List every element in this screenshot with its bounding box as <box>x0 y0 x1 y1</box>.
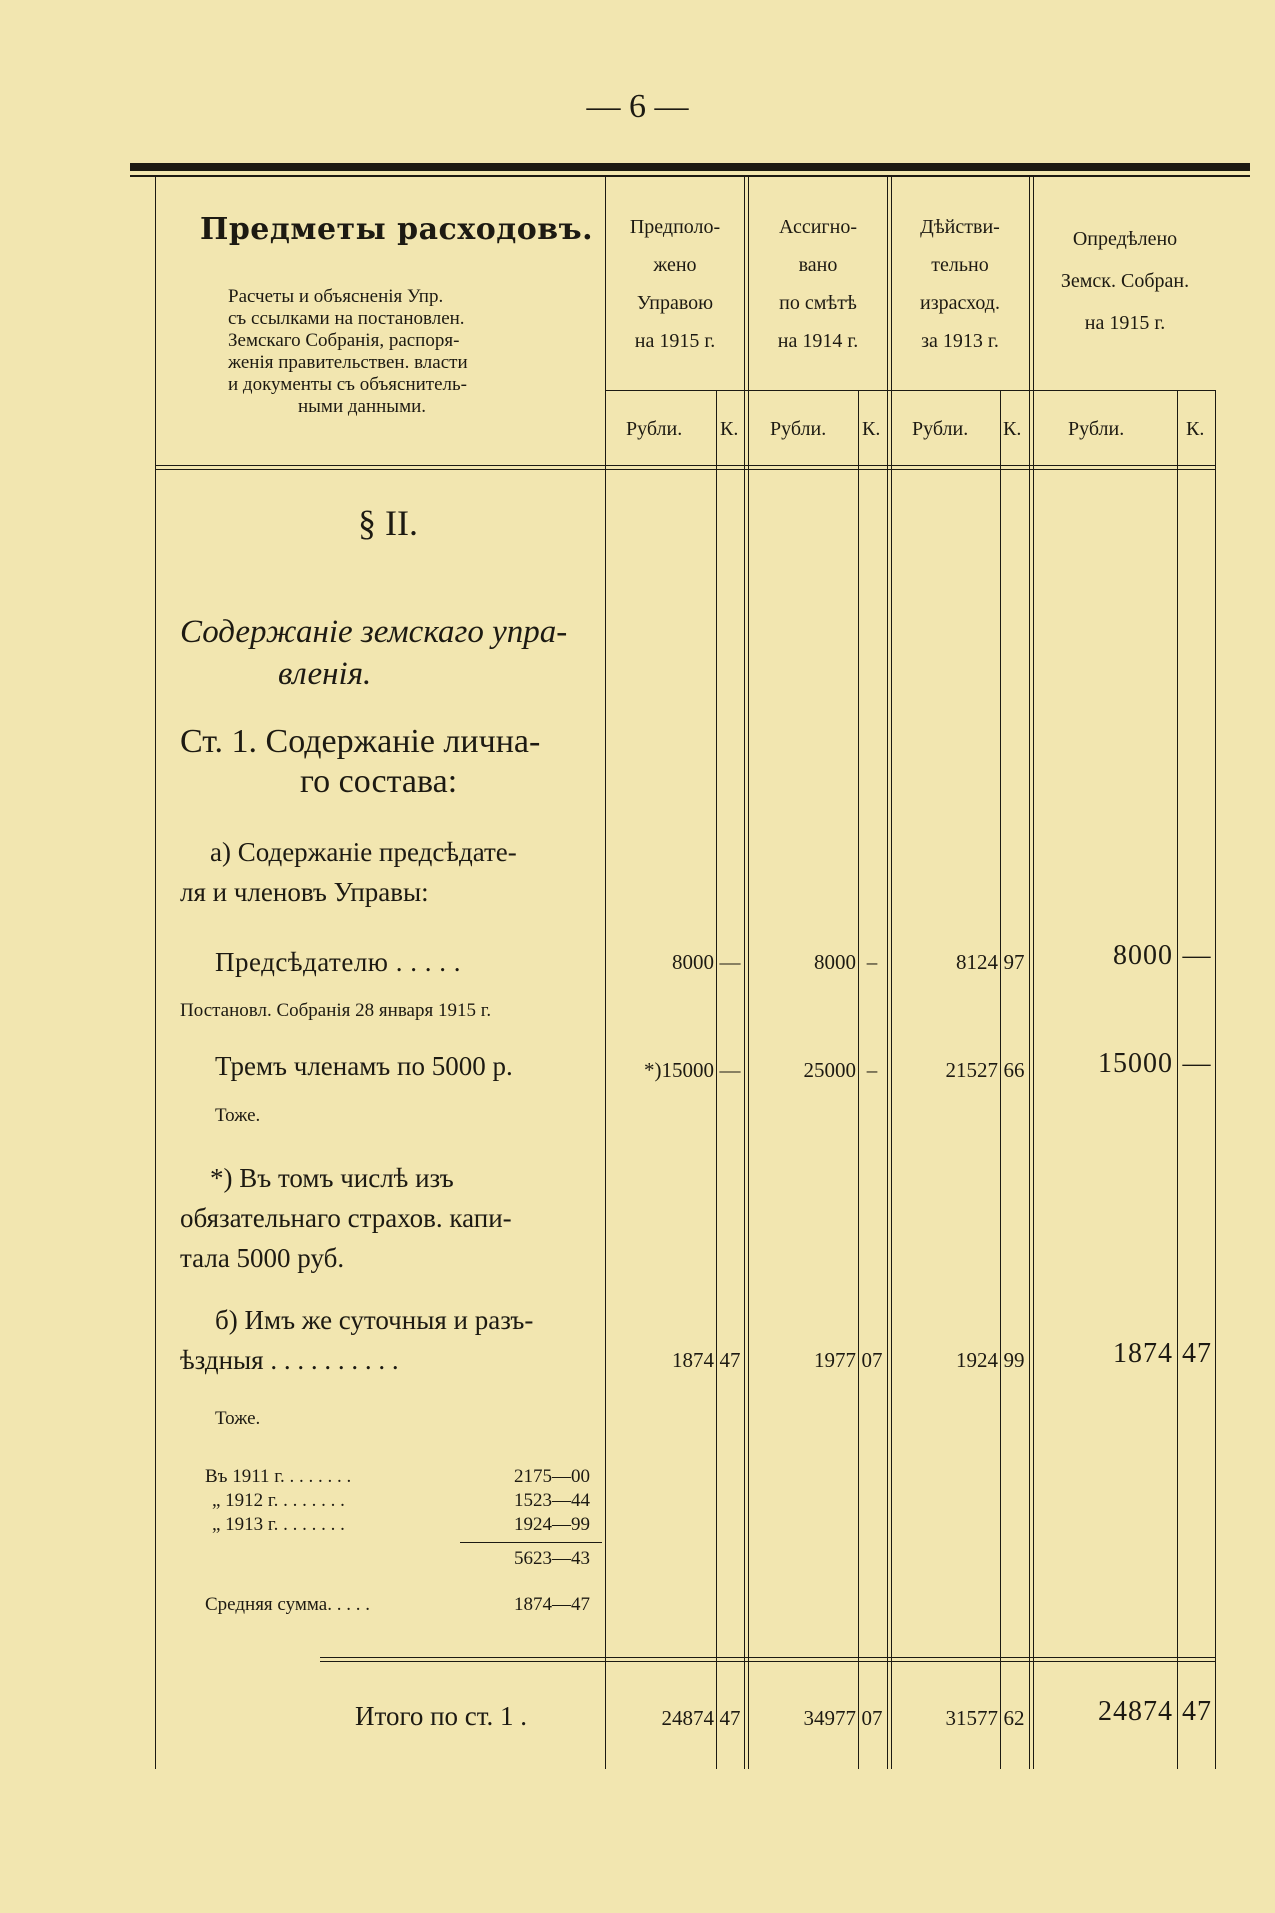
row-members-note: Тоже. <box>215 1105 261 1126</box>
total-proposed-rub: 24874 <box>661 1706 714 1730</box>
calc-average-value: 1874—47 <box>514 1594 590 1615</box>
row-chairman-note: Постановл. Собранія 28 января 1915 г. <box>180 1000 492 1021</box>
row-allowance-label-2: ѣздныя . . . . . . . . . . <box>180 1345 399 1375</box>
calc-1913-label: „ 1913 г. . . . . . . . <box>212 1514 345 1535</box>
row-chairman-assigned-rub: 8000 <box>814 950 856 974</box>
calc-sum-value: 5623—43 <box>514 1548 590 1569</box>
article-line-2: го состава: <box>300 763 458 800</box>
column-header-proposed: Предполо- жено Управою на 1915 г. <box>629 216 721 352</box>
row-members-assigned-kop: – <box>866 1058 878 1082</box>
row-members-proposed-kop: — <box>719 1058 741 1082</box>
table-left-border <box>155 177 156 1769</box>
unit-kop-2: К. <box>862 418 881 440</box>
section-title-1: Содержаніе земскаго упра- <box>180 614 568 650</box>
col-divider-3 <box>887 177 892 1769</box>
sub-a-line-2: ля и членовъ Управы: <box>180 877 429 907</box>
calc-1912-label: „ 1912 г. . . . . . . . <box>212 1490 345 1511</box>
column-header-assigned: Ассигно- вано по смѣтѣ на 1914 г. <box>777 216 859 352</box>
header-subtitle-3: Земскаго Собранія, распоря- <box>228 330 460 351</box>
total-separator <box>320 1657 1215 1662</box>
header-subtitle-5: и документы съ объяснитель- <box>228 374 467 395</box>
unit-row-separator <box>605 390 1215 391</box>
row-allowance-determined-kop: 47 <box>1182 1338 1212 1369</box>
col-divider-4 <box>1029 177 1034 1769</box>
unit-rub-2: Рубли. <box>770 418 827 440</box>
row-allowance-label-1: б) Имъ же суточныя и разъ- <box>215 1305 534 1335</box>
unit-rub-3: Рубли. <box>912 418 969 440</box>
header-subtitle-4: женія правительствен. власти <box>228 352 468 373</box>
row-chairman-label: Предсѣдателю . . . . . <box>215 947 461 977</box>
row-members-spent-rub: 21527 <box>945 1058 998 1082</box>
row-members-proposed-rub: *)15000 <box>644 1058 714 1082</box>
total-assigned-rub: 34977 <box>803 1706 856 1730</box>
total-spent-kop: 62 <box>1003 1706 1025 1730</box>
unit-kop-3: К. <box>1003 418 1022 440</box>
total-determined-rub: 24874 <box>1098 1696 1173 1727</box>
row-allowance-proposed-kop: 47 <box>719 1348 741 1372</box>
page-number: — 6 — <box>586 88 689 125</box>
total-spent-rub: 31577 <box>945 1706 998 1730</box>
col-divider-2 <box>744 177 749 1769</box>
footnote-line-3: тала 5000 руб. <box>180 1243 345 1273</box>
total-assigned-kop: 07 <box>861 1706 883 1730</box>
top-thin-rule <box>130 175 1250 177</box>
header-title: Предметы расходовъ. <box>200 212 594 247</box>
table-right-border <box>1215 390 1216 1769</box>
kop-divider-2 <box>858 390 859 1769</box>
column-header-determined: Опредѣлено Земск. Собран. на 1915 г. <box>1060 228 1190 334</box>
footnote-line-1: *) Въ томъ числѣ изъ <box>210 1163 454 1193</box>
row-members-label: Тремъ членамъ по 5000 р. <box>215 1051 513 1081</box>
row-members-determined-kop: — <box>1182 1048 1212 1079</box>
header-separator <box>155 465 1215 470</box>
calc-1912-value: 1523—44 <box>514 1490 590 1511</box>
calc-average-label: Средняя сумма. . . . . <box>205 1594 370 1615</box>
kop-divider-4 <box>1177 390 1178 1769</box>
kop-divider-1 <box>716 390 717 1769</box>
row-allowance-assigned-kop: 07 <box>861 1348 883 1372</box>
row-allowance-determined-rub: 1874 <box>1113 1338 1173 1369</box>
unit-kop-1: К. <box>720 418 739 440</box>
row-allowance-note: Тоже. <box>215 1408 261 1429</box>
row-chairman-spent-rub: 8124 <box>956 950 998 974</box>
row-chairman-proposed-kop: — <box>719 950 741 974</box>
row-allowance-assigned-rub: 1977 <box>814 1348 856 1372</box>
row-allowance-proposed-rub: 1874 <box>672 1348 714 1372</box>
total-label: Итого по ст. 1 . <box>355 1701 528 1731</box>
row-allowance-spent-kop: 99 <box>1003 1348 1025 1372</box>
unit-rub-4: Рубли. <box>1068 418 1125 440</box>
header-subtitle-1: Расчеты и объясненія Упр. <box>228 286 444 307</box>
calc-1913-value: 1924—99 <box>514 1514 590 1535</box>
row-chairman-determined-kop: — <box>1182 940 1212 971</box>
header-subtitle-2: съ ссылками на постановлен. <box>228 308 465 329</box>
row-chairman-proposed-rub: 8000 <box>672 950 714 974</box>
calc-sum-rule <box>460 1542 602 1543</box>
row-chairman-spent-kop: 97 <box>1003 950 1025 974</box>
header-subtitle-6: ными данными. <box>298 396 427 417</box>
row-allowance-spent-rub: 1924 <box>956 1348 998 1372</box>
col-divider-1 <box>605 177 606 1769</box>
row-chairman-assigned-kop: – <box>866 950 878 974</box>
total-determined-kop: 47 <box>1182 1696 1212 1727</box>
calc-1911-value: 2175—00 <box>514 1466 590 1487</box>
footnote-line-2: обязательнаго страхов. капи- <box>180 1203 512 1233</box>
total-proposed-kop: 47 <box>719 1706 741 1730</box>
article-line-1: Ст. 1. Содержаніе лична- <box>180 723 541 760</box>
unit-rub-1: Рубли. <box>626 418 683 440</box>
row-members-assigned-rub: 25000 <box>803 1058 856 1082</box>
row-members-spent-kop: 66 <box>1003 1058 1025 1082</box>
column-header-spent: Дѣйстви- тельно израсход. за 1913 г. <box>920 216 1000 352</box>
sub-a-line-1: а) Содержаніе предсѣдате- <box>210 837 517 867</box>
section-title-2: вленія. <box>278 656 372 692</box>
unit-kop-4: К. <box>1186 418 1205 440</box>
calc-1911-label: Въ 1911 г. . . . . . . . <box>205 1466 352 1487</box>
section-paragraph: § II. <box>358 503 418 543</box>
row-members-determined-rub: 15000 <box>1098 1048 1173 1079</box>
top-thick-rule <box>130 163 1250 171</box>
row-chairman-determined-rub: 8000 <box>1113 940 1173 971</box>
